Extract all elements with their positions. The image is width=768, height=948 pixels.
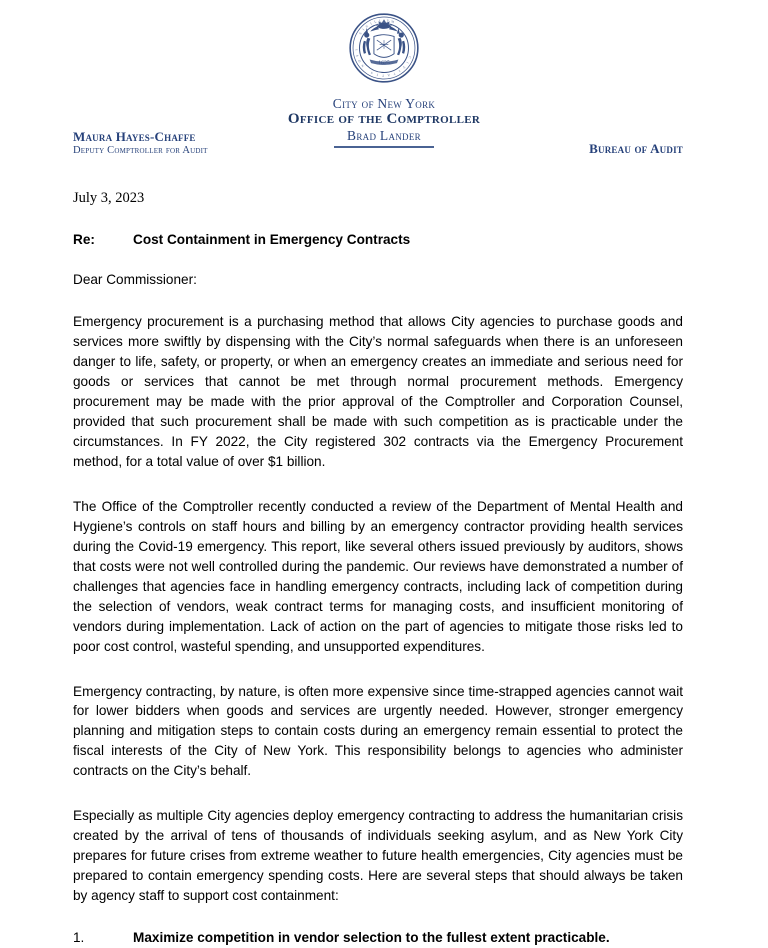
svg-text:N: N (360, 63, 366, 68)
svg-text:T: T (392, 71, 397, 76)
deputy-comptroller-role: Deputy Comptroller for Audit (73, 144, 208, 156)
letter-date: July 3, 2023 (73, 190, 145, 206)
svg-text:S: S (370, 70, 374, 76)
svg-text:L: L (378, 18, 382, 23)
svg-text:I: I (376, 72, 379, 77)
paragraph: Emergency procurement is a purchasing method that allows City agencies to purchase goods and services more swiftly by dispensing with the City’s normal safeguards when there is an unforeseen danger to life, safety, or property, or when an emergency creates an immediate and serious need for goods or services that cannot be met through normal procurement methods. Emergency procurement may be made with the prior approval of the Comptroller and Corporation Counsel, provided that such procurement shall be made with such competition as is practicable under the circumstances. In FY 2022, the City registered 302 contracts via the Emergency Procurement method, for a total value of over $1 billion. (73, 314, 683, 469)
letterhead (0, 0, 768, 170)
svg-text:G: G (364, 23, 370, 29)
list-item-marker: 1. (73, 930, 85, 946)
svg-text:T: T (381, 73, 385, 78)
subject-line (73, 232, 683, 247)
nyc-city-seal-icon (348, 12, 420, 84)
svg-text:S: S (358, 31, 363, 36)
svg-text:V: V (355, 53, 360, 58)
svg-text:O: O (357, 58, 362, 63)
svg-text:I: I (405, 61, 410, 65)
subject-text: Cost Containment in Emergency Contracts (133, 232, 411, 247)
list-item-text: Maximize competition in vendor selection to the fullest extent practicable. (133, 930, 610, 946)
svg-text:C: C (407, 55, 413, 60)
subject-label: Re: (73, 232, 95, 247)
svg-text:M: M (390, 19, 395, 25)
svg-text:V: V (386, 18, 390, 23)
svg-text:I: I (397, 68, 402, 73)
deputy-comptroller-name: Maura Hayes-Chaffe (73, 129, 196, 144)
svg-text:I: I (354, 49, 359, 51)
divider-rule (334, 146, 434, 148)
title-comptroller-name: Brad Lander (347, 127, 421, 143)
svg-text:A: A (387, 73, 391, 78)
svg-text:I: I (369, 21, 373, 26)
seal-year-text: 1625 (378, 60, 390, 67)
paragraph: The Office of the Comptroller recently conducted a review of the Department of Mental Health and Hygiene’s controls on staff hours and billing by an emergency contractor providing health services during the Covid-19 emergency. This report, like several others issued previously by auditors, shows that costs were not well controlled during the pandemic. Our reviews have demonstrated a number of challenges that agencies face in handling emergency contracts, including lack of competition during the selection of vendors, weak contract terms for managing costs, and insufficient monitoring of vendors during implementation. Lack of action on the part of agencies to mitigate those risks led to poor cost control, wasteful spending, and unsupported expenditures. (73, 498, 683, 654)
paragraph: Especially as multiple City agencies deploy emergency contracting to address the humanitarian crisis created by the arrival of tens of thousands of individuals seeking asylum, and as New York City prepares for future crises from extreme weather to future health emergencies, City agencies must be prepared to contain emergency spending costs. Here are several steps that should always be taken by agency staff to support cost containment: (73, 808, 683, 904)
letter-body (73, 190, 683, 948)
svg-text:I: I (361, 27, 366, 32)
salutation: Dear Commissioner: (73, 272, 197, 287)
list-item (73, 928, 683, 948)
svg-text:L: L (373, 19, 378, 24)
title-office-of-the-comptroller: Office of the Comptroller (287, 111, 481, 128)
bureau-of-audit-label: Bureau of Audit (589, 141, 683, 156)
seal-container (0, 12, 768, 84)
svg-text:V: V (401, 64, 407, 70)
paragraph: Emergency contracting, by nature, is often more expensive since time-strapped agencies cannot wait for lower bidders when goods and services are urgently needed. However, stronger emergency planning and mitigation steps to contain costs during an emergency remain essential to protect the fiscal interests of the City of New York. This responsibility belongs to agencies who administer contracts on the City’s behalf. (73, 683, 683, 779)
letterhead-left-block (73, 129, 208, 157)
title-city-of-new-york: City of New York (332, 96, 436, 111)
